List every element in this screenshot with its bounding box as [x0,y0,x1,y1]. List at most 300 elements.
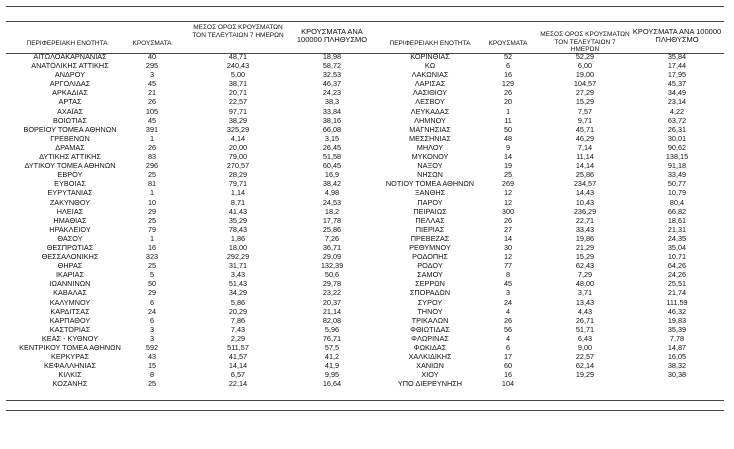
per100k-cell: 17,95 [667,70,687,80]
region-cell: ΑΡΚΑΔΙΑΣ [52,88,88,98]
cases-cell: 20 [503,97,513,107]
avg7-cell: 20,29 [228,306,248,316]
cases-cell: 81 [147,179,157,189]
cases-cell: 48 [503,133,513,143]
cases-cell: 295 [145,61,159,71]
region-cell: ΒΟΙΩΤΙΑΣ [53,115,87,125]
avg7-cell: 15,29 [575,97,595,107]
avg7-cell: 3,71 [577,288,593,298]
header-per100k: ΚΡΟΥΣΜΑΤΑ ΑΝΑ 100000 ΠΛΗΘΥΣΜΟ [296,27,368,44]
cases-cell: 269 [501,179,515,189]
avg7-cell: 240,43 [226,61,250,71]
avg7-cell: 31,71 [228,261,248,271]
per100k-cell: 23,22 [322,288,342,298]
avg7-cell: 14,43 [575,188,595,198]
region-cell: ΚΩ [424,61,436,71]
per100k-cell: 16,05 [667,352,687,362]
per100k-cell: 24,35 [667,233,687,243]
cases-cell: 50 [503,124,513,134]
region-cell: ΛΑΡΙΣΑΣ [414,79,446,89]
cases-cell: 11 [504,115,512,125]
region-cell: ΛΕΣΒΟΥ [415,97,445,107]
per100k-cell: 21,74 [667,288,687,298]
avg7-cell: 48,00 [575,279,595,289]
per100k-cell: 7,78 [669,333,685,343]
region-cell: ΕΥΒΟΙΑΣ [54,179,86,189]
avg7-cell: 270,57 [226,161,250,171]
region-cell: ΚΟΡΙΝΘΙΑΣ [410,52,450,61]
region-cell: ΦΘΙΩΤΙΔΑΣ [410,324,450,334]
avg7-cell: 41,43 [228,206,248,216]
cases-cell: 9 [505,142,511,152]
region-cell: ΙΩΑΝΝΙΝΩΝ [49,279,91,289]
region-cell: ΠΑΡΟΥ [417,197,443,207]
avg7-cell: 27,29 [575,88,595,98]
per100k-cell: 17,78 [322,215,342,225]
avg7-cell: 7,43 [230,324,246,334]
cases-cell: 24 [503,297,513,307]
cases-cell: 6 [149,297,155,307]
cases-cell: 24 [147,306,157,316]
avg7-cell: 28,29 [228,170,248,180]
cases-cell: 25 [503,170,513,180]
region-cell: ΜΥΚΟΝΟΥ [411,152,449,162]
per100k-cell: 90,62 [667,142,687,152]
avg7-cell: 1,14 [230,188,246,198]
footer-rule [6,410,724,411]
per100k-cell: 36,71 [322,242,342,252]
per100k-cell: 24,23 [322,88,342,98]
avg7-cell: 45,71 [575,124,595,134]
per100k-cell: 25,86 [322,224,342,234]
cases-cell: 25 [147,379,157,389]
region-cell: ΤΗΝΟΥ [417,306,443,316]
region-cell: ΗΡΑΚΛΕΙΟΥ [49,224,91,234]
avg7-cell: 20,71 [228,88,248,98]
cases-cell: 26 [147,97,157,107]
per100k-cell: 24,53 [322,197,342,207]
cases-cell: 4 [505,333,511,343]
avg7-cell: 33,43 [575,224,595,234]
per100k-cell: 29,09 [322,252,342,262]
avg7-cell: 20,00 [228,142,248,152]
region-cell: ΑΙΤΩΛΟΑΚΑΡΝΑΝΙΑΣ [33,52,107,61]
region-cell: ΛΑΚΩΝΙΑΣ [411,70,449,80]
right-per100k-column [630,52,724,388]
per100k-cell: 29,78 [322,279,342,289]
region-cell: ΑΡΓΟΛΙΔΑΣ [49,79,91,89]
region-cell: ΝΑΞΟΥ [417,161,443,171]
cases-cell: 6 [149,315,155,325]
region-cell: ΡΕΘΥΜΝΟΥ [409,242,451,252]
avg7-cell: 325,29 [226,124,250,134]
region-cell: ΗΛΕΙΑΣ [56,206,84,216]
per100k-cell: 32,53 [322,70,342,80]
per100k-cell: 21,14 [322,306,342,316]
per100k-cell: 18,61 [667,215,687,225]
per100k-cell: 16,64 [322,379,342,389]
cases-cell: 391 [145,124,159,134]
cases-cell: 3 [505,288,511,298]
cases-cell: 10 [147,197,157,207]
header-region-2: ΠΕΡΙΦΕΡΕΙΑΚΗ ΕΝΟΤΗΤΑ [389,40,471,47]
region-cell: ΚΑΡΠΑΘΟΥ [49,315,91,325]
region-cell: ΝΗΣΩΝ [417,170,443,180]
avg7-cell: 19,86 [575,233,595,243]
right-avg7-column [540,52,630,388]
avg7-cell: 236,29 [573,206,597,216]
region-cell: ΘΕΣΠΡΩΤΙΑΣ [46,242,94,252]
region-cell: ΝΟΤΙΟΥ ΤΟΜΕΑ ΑΘΗΝΩΝ [385,179,475,189]
region-cell: ΚΕΡΚΥΡΑΣ [50,352,90,362]
header-top-rule [6,21,724,22]
avg7-cell: 10,43 [575,197,595,207]
per100k-cell: 3,15 [324,133,340,143]
cases-cell: 25 [147,261,157,271]
region-cell: ΥΠΟ ΔΙΕΡΕΥΝΗΣΗ [397,379,463,389]
per100k-cell: 20,37 [322,297,342,307]
left-cases-column [128,52,176,388]
avg7-cell: 79,00 [228,152,248,162]
top-rule [6,6,724,7]
region-cell: ΔΥΤΙΚΗΣ ΑΤΤΙΚΗΣ [39,152,101,162]
region-cell: ΠΡΕΒΕΖΑΣ [410,233,450,243]
region-cell: ΚΕΑΣ - ΚΥΘΝΟΥ [41,333,99,343]
per100k-cell: 24,26 [667,270,687,280]
region-cell: ΑΝΑΤΟΛΙΚΗΣ ΑΤΤΙΚΗΣ [31,61,109,71]
cases-cell: 79 [147,224,157,234]
per100k-cell: 80,4 [669,197,685,207]
region-cell: ΔΡΑΜΑΣ [55,142,85,152]
cases-cell: 17 [503,352,513,362]
per100k-cell: 38,32 [667,361,687,371]
per100k-cell: 4,22 [669,106,685,116]
region-cell: ΓΡΕΒΕΝΩΝ [50,133,90,143]
avg7-cell [540,379,630,388]
left-region-column [6,52,134,388]
region-cell: ΚΕΦΑΛΛΗΝΙΑΣ [44,361,96,371]
cases-cell: 592 [145,343,159,352]
per100k-cell: 35,39 [667,324,687,334]
region-cell: ΧΙΟΥ [421,370,439,380]
avg7-cell: 22,14 [228,379,248,389]
per100k-cell: 16,9 [324,170,340,180]
per100k-cell: 46,37 [322,79,342,89]
cases-cell: 4 [505,306,511,316]
cases-cell: 77 [503,261,513,271]
cases-cell: 50 [147,279,157,289]
avg7-cell: 8,71 [230,197,246,207]
cases-cell: 40 [147,52,157,61]
cases-cell: 104 [501,379,515,389]
per100k-cell: 132,39 [320,261,344,271]
cases-cell: 105 [145,106,159,116]
region-cell: ΠΕΛΛΑΣ [415,215,445,225]
region-cell: ΘΑΣΟΥ [57,233,83,243]
cases-cell: 3 [149,70,155,80]
per100k-cell: 38,16 [322,115,342,125]
region-cell: ΑΧΑΪΑΣ [56,106,83,116]
header-region: ΠΕΡΙΦΕΡΕΙΑΚΗ ΕΝΟΤΗΤΑ [26,40,108,47]
per100k-cell: 18,98 [322,52,342,61]
cases-cell: 45 [147,79,157,89]
cases-cell: 1 [149,233,155,243]
avg7-cell: 78,43 [228,224,248,234]
cases-cell: 3 [149,324,155,334]
region-cell: ΣΕΡΡΩΝ [415,279,445,289]
per100k-cell: 46,32 [667,306,687,316]
per100k-cell: 50,6 [324,270,340,280]
avg7-cell: 4,14 [230,133,246,143]
per100k-cell: 60,45 [322,161,342,171]
cases-cell: 60 [503,361,513,371]
avg7-cell: 7,86 [230,315,246,325]
cases-cell: 26 [503,315,513,325]
per100k-cell: 41,9 [324,361,340,371]
cases-cell: 26 [503,215,513,225]
avg7-cell: 22,71 [575,215,595,225]
avg7-cell: 22,57 [575,352,595,362]
cases-cell: 6 [505,343,511,352]
cases-cell: 15 [147,361,157,371]
avg7-cell: 6,57 [230,370,246,380]
region-cell: ΦΩΚΙΔΑΣ [413,343,447,352]
avg7-cell: 5,00 [230,70,246,80]
region-cell: ΜΗΛΟΥ [416,142,444,152]
avg7-cell: 7,14 [577,142,593,152]
region-cell: ΚΕΝΤΡΙΚΟΥ ΤΟΜΕΑ ΑΘΗΝΩΝ [19,343,121,352]
cases-cell: 6 [505,61,511,71]
cases-cell: 16 [503,70,513,80]
per100k-cell: 76,71 [322,333,342,343]
per100k-cell [630,379,724,388]
cases-cell: 43 [147,352,157,362]
cases-cell: 25 [147,215,157,225]
avg7-cell: 14,14 [228,361,248,371]
avg7-cell: 21,29 [575,242,595,252]
avg7-cell: 51,71 [575,324,595,334]
avg7-cell: 38,71 [228,79,248,89]
cases-cell: 52 [503,52,513,61]
region-cell: ΚΟΖΑΝΗΣ [52,379,88,389]
cases-cell: 27 [503,224,513,234]
region-cell: ΚΑΒΑΛΑΣ [53,288,87,298]
header-avg7: ΜΕΣΟΣ ΟΡΟΣ ΚΡΟΥΣΜΑΤΩΝ ΤΟΝ ΤΕΛΕΥΤΑΙΩΝ 7 ΗΜΕΡΩΝ [192,24,284,39]
per100k-cell: 58,72 [322,61,342,71]
region-cell: ΡΟΔΟΠΗΣ [412,252,448,262]
avg7-cell: 292,29 [226,252,250,262]
avg7-cell: 25,86 [575,170,595,180]
cases-cell: 14 [503,152,513,162]
cases-cell: 25 [147,170,157,180]
cases-cell: 8 [505,270,511,280]
per100k-cell: 138,15 [665,152,689,162]
region-cell: ΧΑΛΚΙΔΙΚΗΣ [408,352,452,362]
avg7-cell: 6,43 [577,333,593,343]
avg7-cell: 9,00 [577,343,593,352]
region-cell: ΛΕΥΚΑΔΑΣ [410,106,450,116]
region-cell: ΣΠΟΡΑΔΩΝ [409,288,451,298]
avg7-cell: 62,43 [575,261,595,271]
per100k-cell: 91,18 [667,161,687,171]
avg7-cell: 104,57 [573,79,597,89]
cases-cell: 1 [149,133,155,143]
avg7-cell: 7,29 [577,270,593,280]
per100k-cell: 35,04 [667,242,687,252]
right-region-column [370,52,490,388]
per100k-cell: 9,95 [324,370,340,380]
region-cell: ΒΟΡΕΙΟΥ ΤΟΜΕΑ ΑΘΗΝΩΝ [23,124,117,134]
region-cell: ΑΡΤΑΣ [58,97,82,107]
cases-cell: 16 [147,242,157,252]
cases-cell: 8 [149,370,155,380]
per100k-cell: 18,2 [324,206,340,216]
cases-cell: 19 [503,161,513,171]
avg7-cell: 7,57 [577,106,593,116]
avg7-cell: 26,71 [575,315,595,325]
avg7-cell: 34,29 [228,288,248,298]
avg7-cell: 79,71 [228,179,248,189]
cases-cell: 45 [147,115,157,125]
per100k-cell: 14,87 [667,343,687,352]
header-avg7-2: ΜΕΣΟΣ ΟΡΟΣ ΚΡΟΥΣΜΑΤΩΝ ΤΟΝ ΤΕΛΕΥΤΑΙΩΝ 7 ΗΜΕΡΩΝ [540,31,630,53]
cases-cell: 12 [503,252,513,262]
per100k-cell: 35,84 [667,52,687,61]
cases-cell: 5 [149,270,155,280]
per100k-cell: 66,08 [322,124,342,134]
per100k-cell: 82,08 [322,315,342,325]
cases-cell: 323 [145,252,159,262]
cases-cell: 83 [147,152,157,162]
region-cell: ΚΙΛΚΙΣ [58,370,82,380]
table-bottom-rule [6,400,724,401]
avg7-cell: 41,57 [228,352,248,362]
avg7-cell: 52,29 [575,52,595,61]
cases-cell: 16 [503,370,513,380]
cases-cell: 1 [505,106,511,116]
per100k-cell: 21,31 [667,224,687,234]
per100k-cell: 7,26 [324,233,340,243]
per100k-cell: 51,58 [322,152,342,162]
region-cell: ΘΕΣΣΑΛΟΝΙΚΗΣ [41,252,99,262]
region-cell: ΚΑΡΔΙΤΣΑΣ [50,306,90,316]
per100k-cell: 4,98 [324,188,340,198]
per100k-cell: 26,31 [667,124,687,134]
header-cases: ΚΡΟΥΣΜΑΤΑ [132,40,172,47]
avg7-cell: 38,29 [228,115,248,125]
avg7-cell: 3,43 [230,270,246,280]
region-cell: ΘΗΡΑΣ [57,261,83,271]
cases-cell: 296 [145,161,159,171]
cases-cell: 14 [503,233,513,243]
region-cell: ΜΕΣΣΗΝΙΑΣ [409,133,451,143]
per100k-cell: 38,42 [322,179,342,189]
region-cell: ΛΑΣΙΘΙΟΥ [412,88,448,98]
per100k-cell: 41,2 [324,352,340,362]
region-cell: ΛΗΜΝΟΥ [414,115,446,125]
region-cell: ΔΥΤΙΚΟΥ ΤΟΜΕΑ ΑΘΗΝΩΝ [24,161,116,171]
avg7-cell: 48,71 [228,52,248,61]
per100k-cell: 111,59 [666,297,688,307]
per100k-cell: 45,37 [667,79,687,89]
cases-cell: 129 [501,79,515,89]
per100k-cell: 33,84 [322,106,342,116]
per100k-cell: 23,14 [667,97,687,107]
region-cell: ΙΚΑΡΙΑΣ [55,270,85,280]
cases-cell: 45 [503,279,513,289]
cases-cell: 1 [149,188,155,198]
region-cell: ΣΑΜΟΥ [417,270,443,280]
region-cell: ΗΜΑΘΙΑΣ [53,215,87,225]
region-cell: ΣΥΡΟΥ [417,297,443,307]
header-per100k-2: ΚΡΟΥΣΜΑΤΑ ΑΝΑ 100000 ΠΛΗΘΥΣΜΟ [632,27,722,44]
per100k-cell: 50,77 [667,179,687,189]
region-cell: ΚΑΣΤΟΡΙΑΣ [49,324,91,334]
avg7-cell: 97,71 [228,106,248,116]
region-cell: ΖΑΚΥΝΘΟΥ [49,197,91,207]
region-cell: ΚΑΛΥΜΝΟΥ [49,297,91,307]
avg7-cell: 9,71 [577,115,593,125]
avg7-cell: 51,43 [228,279,248,289]
cases-cell: 3 [149,333,155,343]
cases-cell: 300 [501,206,515,216]
region-cell: ΦΛΩΡΙΝΑΣ [411,333,449,343]
region-cell: ΠΕΙΡΑΙΩΣ [413,206,447,216]
region-cell: ΑΝΔΡΟΥ [54,70,86,80]
avg7-cell: 19,29 [575,370,595,380]
region-cell: ΠΙΕΡΙΑΣ [415,224,445,234]
avg7-cell: 46,29 [575,133,595,143]
cases-cell: 12 [503,197,513,207]
avg7-cell: 19,00 [575,70,595,80]
per100k-cell: 34,49 [667,88,687,98]
per100k-cell: 64,26 [667,261,687,271]
header-cases-2: ΚΡΟΥΣΜΑΤΑ [488,40,528,47]
cases-cell: 26 [503,88,513,98]
avg7-cell: 13,43 [575,297,595,307]
region-cell: ΡΟΔΟΥ [417,261,443,271]
region-cell: ΜΑΓΝΗΣΙΑΣ [409,124,451,134]
per100k-cell: 25,51 [667,279,687,289]
per100k-cell: 5,96 [324,324,340,334]
per100k-cell: 66,82 [667,206,687,216]
region-cell: ΤΡΙΚΑΛΩΝ [411,315,449,325]
cases-cell: 29 [147,206,157,216]
region-cell: ΕΒΡΟΥ [57,170,83,180]
per100k-cell: 10,71 [667,252,687,262]
right-cases-column [478,52,538,388]
cases-cell: 30 [503,242,513,252]
region-cell: ΞΑΝΘΗΣ [414,188,446,198]
cases-cell: 26 [147,142,157,152]
per100k-cell: 30,38 [667,370,687,380]
avg7-cell: 4,43 [577,306,593,316]
per100k-cell: 17,44 [667,61,687,71]
avg7-cell: 35,29 [228,215,248,225]
per100k-cell: 57,5 [324,343,340,352]
per100k-cell: 63,72 [667,115,687,125]
cases-cell: 12 [503,188,513,198]
per100k-cell: 38,3 [324,97,340,107]
avg7-cell: 511,57 [227,343,249,352]
left-per100k-column [288,52,376,388]
cases-cell: 21 [147,88,157,98]
region-cell: ΕΥΡΥΤΑΝΙΑΣ [47,188,93,198]
avg7-cell: 11,14 [576,152,594,162]
avg7-cell: 15,29 [575,252,595,262]
avg7-cell: 1,86 [230,233,246,243]
avg7-cell: 14,14 [575,161,595,171]
